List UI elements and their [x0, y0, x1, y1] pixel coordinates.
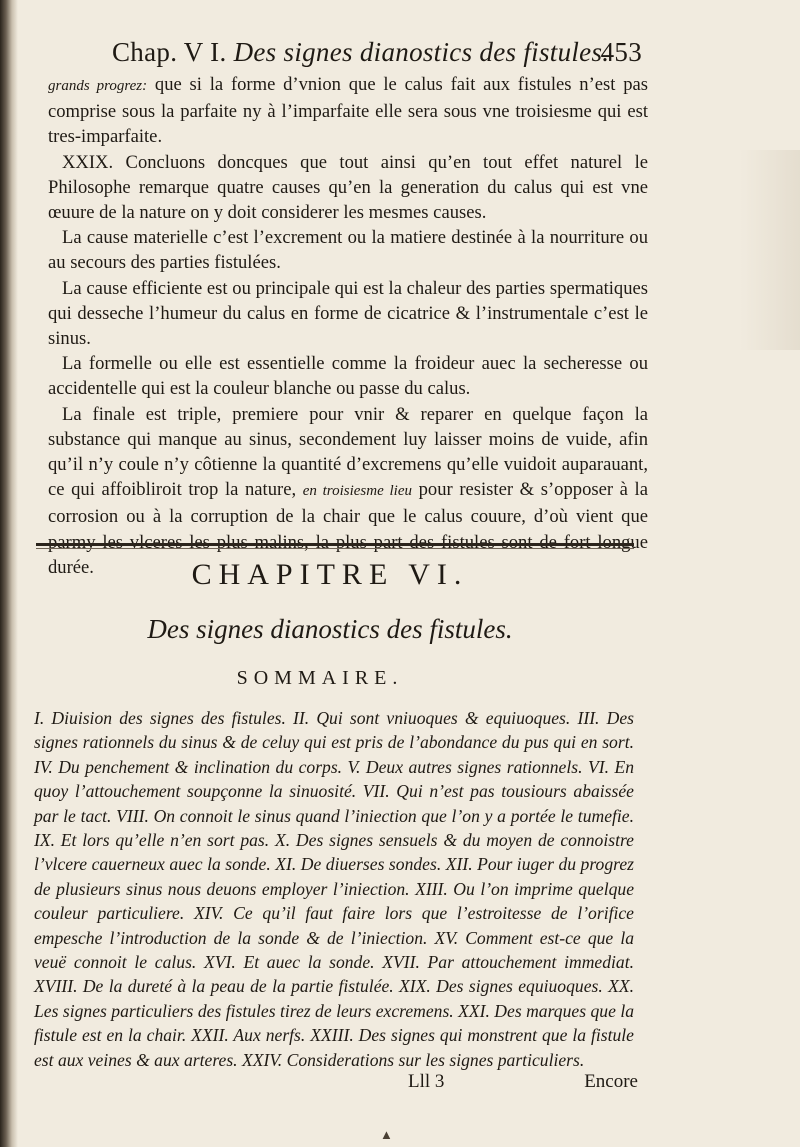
paragraph-4: La cause efficiente est ou principale qui est la chaleur des parties spermatiques qui desseche l’humeur du calus en forme de cicatrice & l’instrumentale c’est le sinus.	[48, 277, 648, 350]
signature-mark: Lll 3	[408, 1071, 445, 1092]
page-footer	[408, 1068, 638, 1096]
page-edge-shading	[740, 150, 800, 350]
chapter-title: CHAPITRE VI.	[191, 558, 469, 591]
paragraph-6	[48, 402, 648, 580]
catchword: Encore	[584, 1071, 638, 1092]
paragraph-1	[48, 72, 648, 150]
paragraph-1-italic: grands progrez:	[48, 78, 148, 94]
paragraph-3: La cause materielle c’est l’excrement ou la matiere destinée à la nourriture ou au secours des parties fistulées.	[48, 227, 648, 274]
section-divider	[36, 543, 634, 549]
paragraph-6-text-a: La finale est triple, premiere pour vnir & reparer en quelque façon la substance qui manque au sinus, secondement luy laisser moins de vuide, afin qu’il n’y coule n’y côtienne la quantité d’excremens qu’elle vuidoit auparauant, ce qui affoibliroit trop la nature,	[48, 403, 648, 501]
bottom-ornament-icon: ▲	[380, 1127, 393, 1142]
paragraph-5: La formelle ou elle est essentielle comme la froideur auec la secheresse ou accidentelle qui est la couleur blanche ou passe du calus.	[48, 353, 648, 400]
page-number: 453	[600, 37, 642, 67]
paragraph-1-text: que si la forme d’vnion que le calus fait aux fistules n’est pas comprise sous la parfaite ny à l’imparfaite elle sera sous vne troisiesme qui est tres-imparfaite.	[48, 74, 648, 148]
running-head	[112, 32, 642, 72]
running-head-title: Des signes dianostics des fistules.	[233, 37, 610, 67]
chapter-subtitle: Des signes dianostics des fistules.	[147, 614, 513, 644]
paragraph-2: XXIX. Concluons doncques que tout ainsi qu’en tout effet naturel le Philosophe remarque quatre causes qu’en la generation du calus qui est vne œuure de la nature on y doit considerer les mesmes causes.	[48, 151, 648, 224]
paragraph-6-italic: en troisiesme lieu	[302, 483, 412, 500]
top-body-text	[48, 72, 648, 580]
sommaire-heading: SOMMAIRE.	[236, 667, 404, 689]
summary-text: I. Diuision des signes des fistules. II. Qui sont vniuoques & equiuoques. III. Des signes rationnels du sinus & de celuy qui est pris de l’abondance du pus qui en sort. IV. Du penchement & inclination du corps. V. Deux autres signes rationnels. VI. En quoy l’attouchement soupçonne la sinuosité. VII. Qui n’est pas tousiours abaissée par le tact. VIII. On connoit le sinus quand l’iniection que l’on y a portée le tumefie. IX. Et lors qu’elle n’en sort pas. X. Des signes sensuels & du moyen de connoistre l’vlcere cauerneux auec la sonde. XI. De diuerses sondes. XII. Pour iuger du progrez de plusieurs sinus nous deuons employer l’iniection. XIII. Ou l’on imprime quelque couleur particuliere. XIV. Ce qu’il faut faire lors que l’estroitesse de l’orifice empesche l’introduction de la sonde & de l’iniection. XV. Comment est-ce que la veuë connoit le calus. XVI. Et auec la sonde. XVII. Par attouchement immediat. XVIII. De la dureté à la peau de la partie fistulée. XIX. Des signes equiuoques. XX. Les signes particuliers des fistules tirez de leurs excremens. XXI. Des marques que la fistule est en la chair. XXII. Aux nerfs. XXIII. Des signes qui monstrent que la fistule est aux veines & aux arteres. XXIV. Considerations sur les signes particuliers.	[34, 708, 634, 1070]
running-head-chapter: Chap. V I.	[112, 37, 227, 67]
paragraph-6-text-b: pour resister & s’opposer à la corrosion ou à la corruption de la chair que le calus couure, d’où vient que parmy les vlceres les plus malins, la plus part des fistules sont de fort longue durée.	[48, 479, 648, 578]
